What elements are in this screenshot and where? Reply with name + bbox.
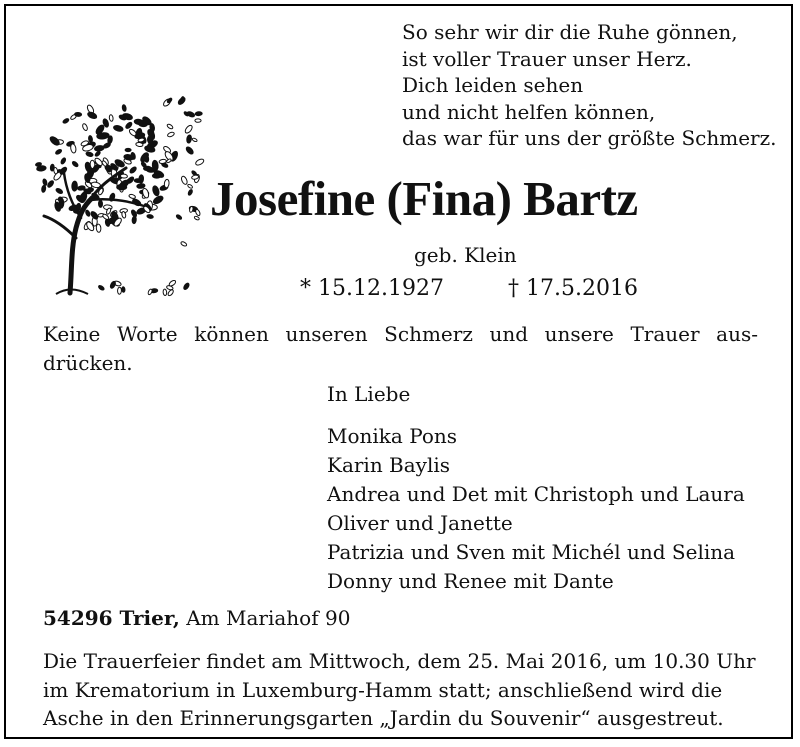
service-info [43, 647, 763, 733]
maiden-name: geb. Klein [414, 243, 517, 267]
service-line: Die Trauerfeier findet am Mittwoch, dem 25. Mai 2016, um 10.30 Uhr [43, 649, 756, 673]
poem-line: ist voller Trauer unser Herz. [402, 46, 692, 71]
family-list [327, 380, 745, 596]
deceased-name: Josefine (Fina) Bartz [210, 171, 638, 226]
poem [402, 19, 776, 152]
service-line: im Krematorium in Luxemburg-Hamm statt; anschließend wird die [43, 677, 723, 702]
address-street: Am Mariahof 90 [186, 606, 351, 630]
windblown-tree-icon [26, 88, 206, 300]
service-line: Asche in den Erinnerungsgarten „Jardin du Souvenir“ ausgestreut. [43, 706, 724, 730]
family-member: Karin Baylis [327, 453, 451, 477]
family-member: Monika Pons [327, 424, 458, 448]
address [43, 606, 350, 630]
death-date: † 17.5.2016 [508, 276, 638, 301]
message-line: Keine Worte können unseren Schmerz und unsere Trauer aus- [43, 322, 758, 346]
family-member: Andrea und Det mit Christoph und Laura [327, 482, 745, 506]
address-city: 54296 Trier, [43, 606, 180, 630]
family-member: Oliver und Janette [327, 511, 513, 535]
condolence-message [43, 320, 758, 378]
tree-leaves [35, 96, 205, 296]
poem-line: und nicht helfen können, [402, 99, 656, 124]
poem-line: So sehr wir dir die Ruhe gönnen, [402, 20, 738, 44]
poem-line: Dich leiden sehen [402, 73, 584, 97]
message-line: drücken. [43, 351, 133, 375]
birth-date: * 15.12.1927 [300, 276, 444, 301]
family-member: Patrizia und Sven mit Michél und Selina [327, 540, 736, 564]
poem-line: das war für uns der größte Schmerz. [402, 126, 777, 150]
family-intro: In Liebe [327, 382, 411, 406]
family-member: Donny und Renee mit Dante [327, 569, 614, 593]
